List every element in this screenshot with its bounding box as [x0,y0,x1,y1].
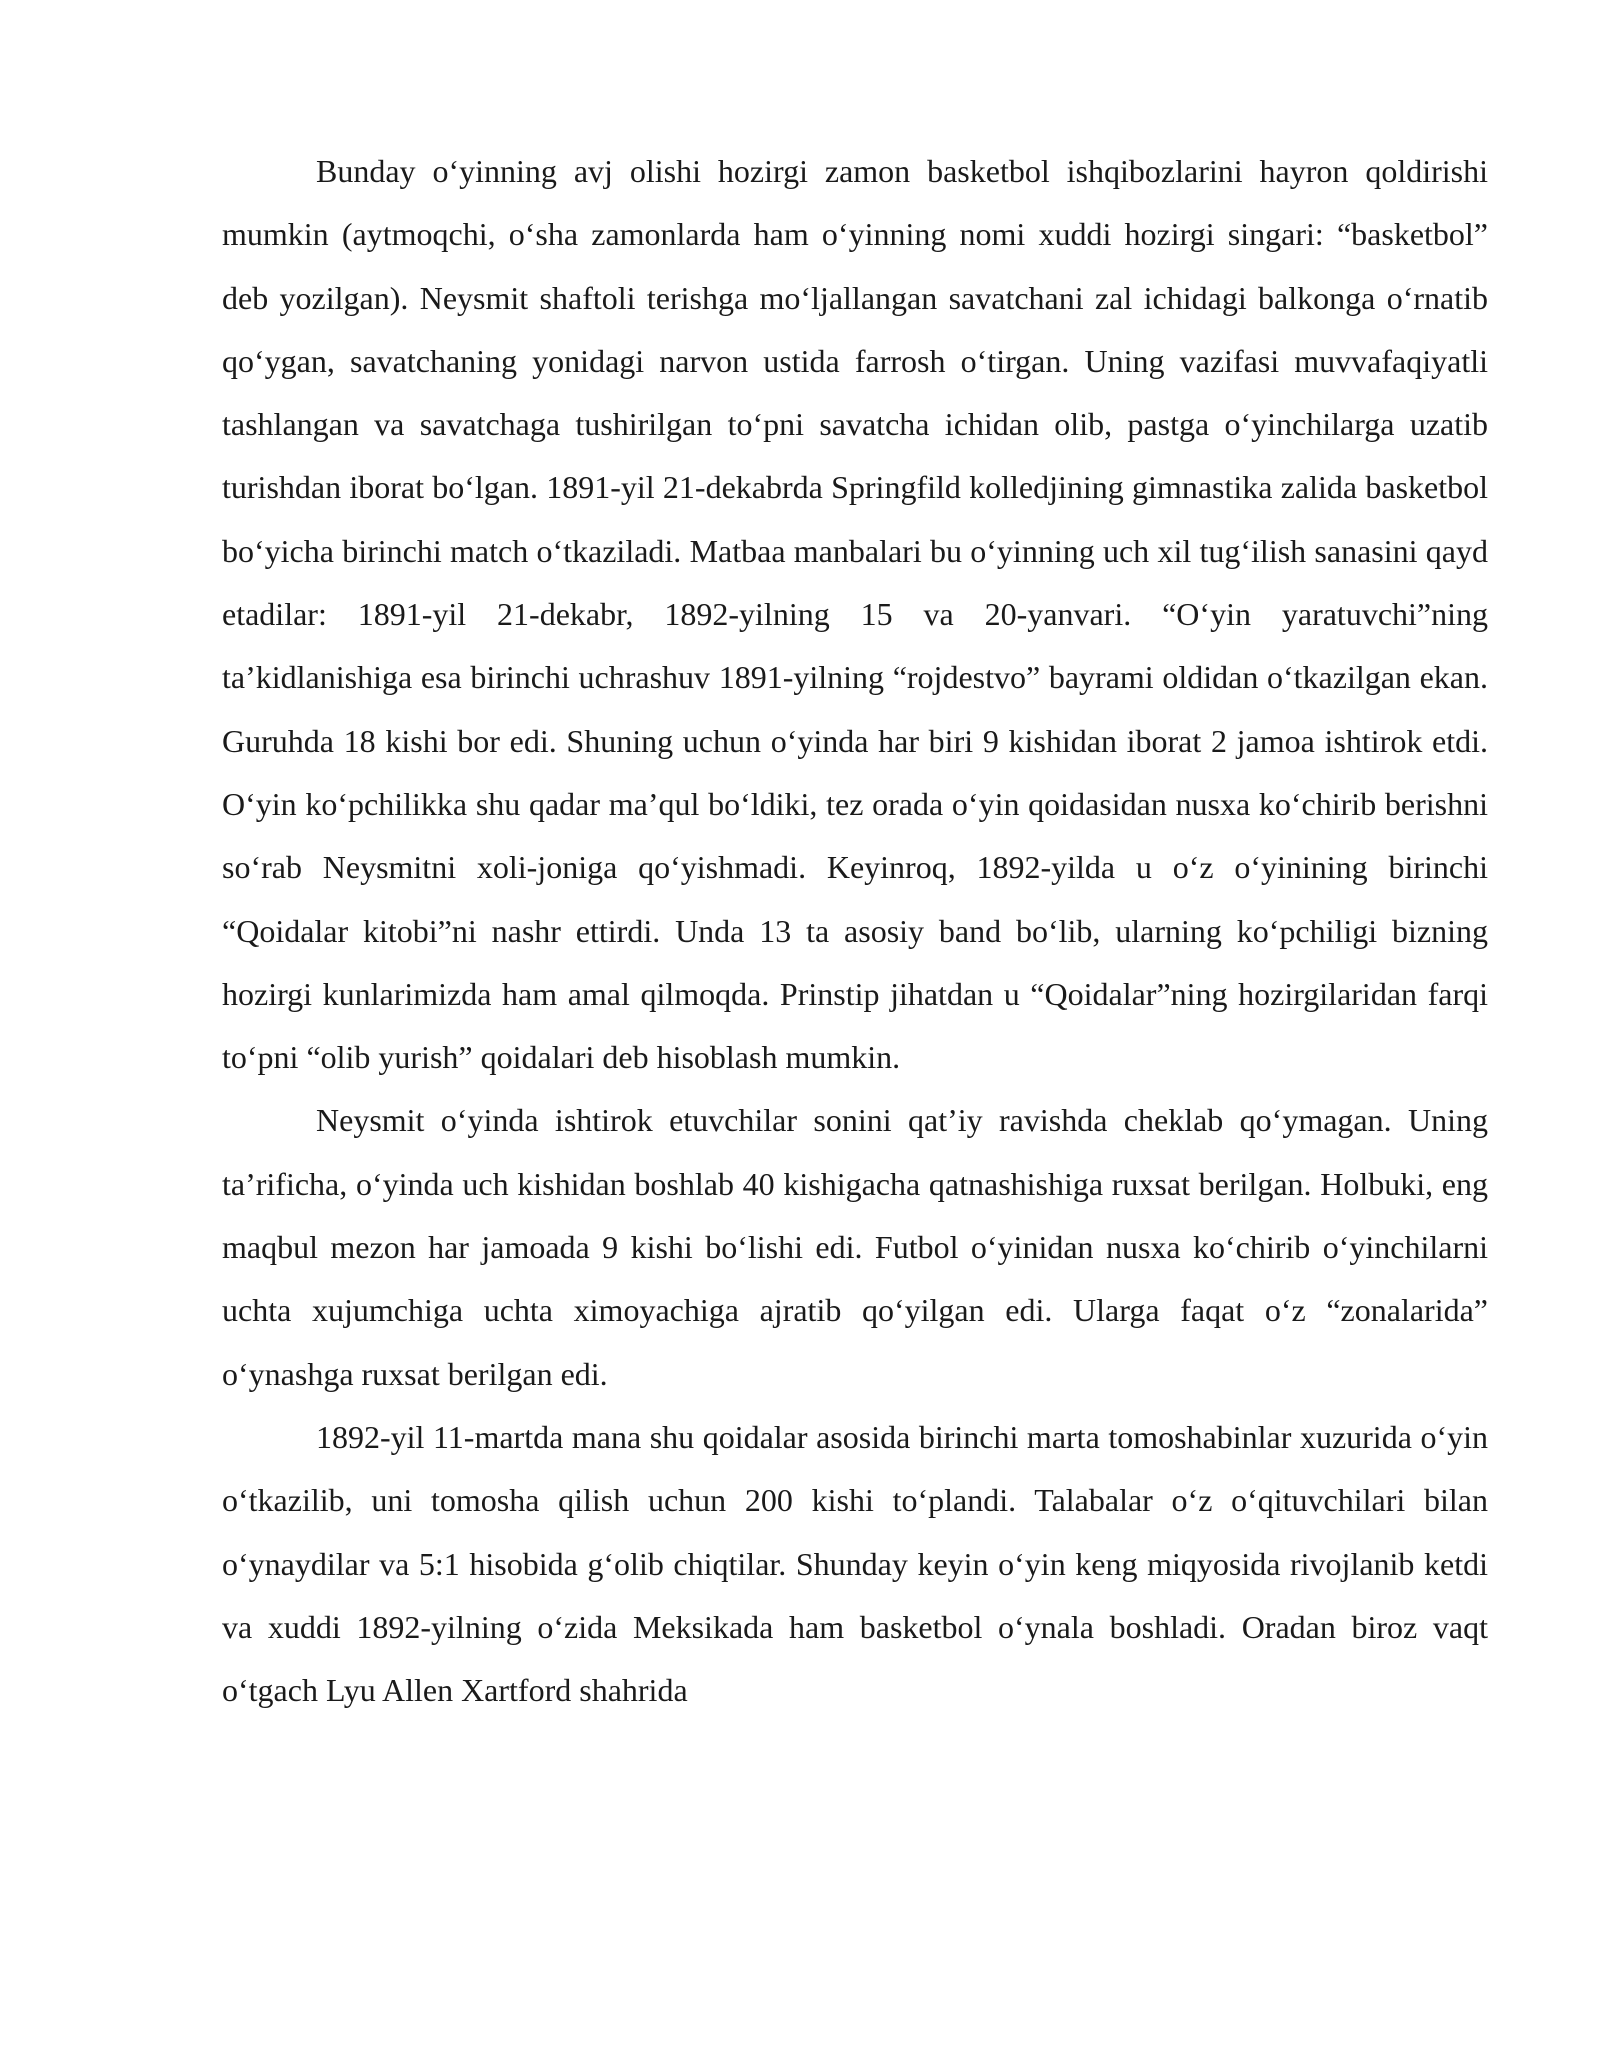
paragraph-2: Neysmit o‘yinda ishtirok etuvchilar sonini qat’iy ravishda cheklab qo‘ymagan. Uning ta’rificha, o‘yinda uch kishidan boshlab 40 kishigacha qatnashishiga ruxsat berilgan. Holbuki, eng maqbul mezon har jamoada 9 kishi bo‘lishi edi. Futbol o‘yinidan nusxa ko‘chirib o‘yinchilarni uchta xujumchiga uchta ximoyachiga ajratib qo‘yilgan edi. Ularga faqat o‘z “zonalarida” o‘ynashga ruxsat berilgan edi. [222,1102,1488,1392]
paragraph-1: Bunday o‘yinning avj olishi hozirgi zamon basketbol ishqibozlarini hayron qoldirishi mumkin (aytmoqchi, o‘sha zamonlarda ham o‘yinning nomi xuddi hozirgi singari: “basketbol” deb yozilgan). Neysmit shaftoli terishga mo‘ljallangan savatchani zal ichidagi balkonga o‘rnatib qo‘ygan, savatchaning yonidagi narvon ustida farrosh o‘tirgan. Uning vazifasi muvvafaqiyatli tashlangan va savatchaga tushirilgan to‘pni savatcha ichidan olib, pastga o‘yinchilarga uzatib turishdan iborat bo‘lgan. 1891-yil 21-dekabrda Springfild kolledjining gimnastika zalida basketbol bo‘yicha birinchi match o‘tkaziladi. Matbaa manbalari bu o‘yinning uch xil tug‘ilish sanasini qayd etadilar: 1891-yil 21-dekabr, 1892-yilning 15 va 20-yanvari. “O‘yin yaratuvchi”ning ta’kidlanishiga esa birinchi uchrashuv 1891-yilning “rojdestvo” bayrami oldidan o‘tkazilgan ekan. Guruhda 18 kishi bor edi. Shuning uchun o‘yinda har biri 9 kishidan iborat 2 jamoa ishtirok etdi. O‘yin ko‘pchilikka shu qadar ma’qul bo‘ldiki, tez orada o‘yin qoidasidan nusxa ko‘chirib berishni so‘rab Neysmitni xoli-joniga qo‘yishmadi. Keyinroq, 1892-yilda u o‘z o‘yinining birinchi “Qoidalar kitobi”ni nashr ettirdi. Unda 13 ta asosiy band bo‘lib, ularning ko‘pchiligi bizning hozirgi kunlarimizda ham amal qilmoqda. Prinstip jihatdan u “Qoidalar”ning hozirgilaridan farqi to‘pni “olib yurish” qoidalari deb hisoblash mumkin. [222,153,1488,1076]
document-body [222,140,1488,1722]
paragraph-3: 1892-yil 11-martda mana shu qoidalar asosida birinchi marta tomoshabinlar xuzurida o‘yin o‘tkazilib, uni tomosha qilish uchun 200 kishi to‘plandi. Talabalar o‘z o‘qituvchilari bilan o‘ynaydilar va 5:1 hisobida g‘olib chiqtilar. Shunday keyin o‘yin keng miqyosida rivojlanib ketdi va xuddi 1892-yilning o‘zida Meksikada ham basketbol o‘ynala boshladi. Oradan biroz vaqt o‘tgach Lyu Allen Xartford shahrida [222,1418,1488,1709]
